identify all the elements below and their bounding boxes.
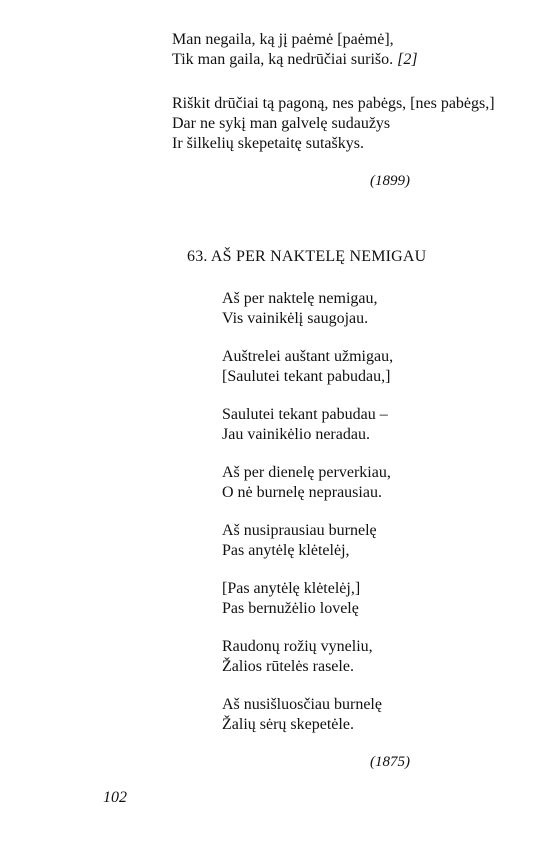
poem-stanza-2 — [222, 347, 393, 387]
page-number: 102 — [103, 789, 127, 806]
verse-line: Aš per dienelę perverkiau, — [222, 464, 391, 481]
verse-line: Aš per naktelę nemigau, — [222, 290, 378, 307]
previous-poem-stanza-2 — [172, 94, 495, 154]
verse-line: Pas anytėlę klėtelėj, — [222, 542, 350, 559]
previous-poem-stanza-1 — [172, 30, 418, 70]
poem-stanza-5 — [222, 521, 377, 561]
verse-line: [Saulutei tekant pabudau,] — [222, 368, 391, 385]
poem-stanza-1 — [222, 289, 378, 329]
verse-line: Saulutei tekant pabudau – — [222, 406, 388, 423]
verse-line: Aš nusiprausiau burnelę — [222, 522, 377, 539]
verse-line: Žalių sėrų skepetėle. — [222, 716, 354, 733]
verse-line: Ir šilkelių skepetaitę sutaškys. — [172, 135, 364, 152]
poem-stanza-7 — [222, 637, 373, 677]
verse-line-text: Tik man gaila, ką nedrūčiai surišo. [2] — [172, 51, 418, 68]
poem-stanza-4 — [222, 463, 391, 503]
verse-line: Man negaila, ką jį paėmė [paėmė], — [172, 31, 394, 48]
previous-poem-date: (1899) — [370, 173, 410, 189]
verse-line — [172, 50, 418, 70]
poem-date: (1875) — [370, 754, 410, 770]
verse-line: Dar ne sykį man galvelę sudaužys — [172, 115, 391, 132]
verse-line: Aš nusišluosčiau burnelę — [222, 696, 382, 713]
verse-line: Jau vainikėlio neradau. — [222, 426, 370, 443]
verse-line: Riškit drūčiai tą pagoną, nes pabėgs, [nes pabėgs,] — [172, 95, 495, 112]
verse-line: Vis vainikėlį saugojau. — [222, 310, 369, 327]
verse-line: Pas bernužėlio lovelę — [222, 600, 359, 617]
verse-line: Auštrelei auštant užmigau, — [222, 348, 394, 365]
verse-line: Žalios rūtelės rasele. — [222, 658, 354, 675]
poem-stanza-3 — [222, 405, 388, 445]
verse-line: Raudonų rožių vyneliu, — [222, 638, 373, 655]
poem-stanza-8 — [222, 695, 382, 735]
verse-line: [Pas anytėlę klėtelėj,] — [222, 580, 361, 597]
poem-stanza-6 — [222, 579, 360, 619]
repeat-marker: [2] — [397, 51, 418, 68]
poem-title: 63. AŠ PER NAKTELĘ NEMIGAU — [187, 248, 427, 265]
verse-line: O nė burnelę neprausiau. — [222, 484, 382, 501]
